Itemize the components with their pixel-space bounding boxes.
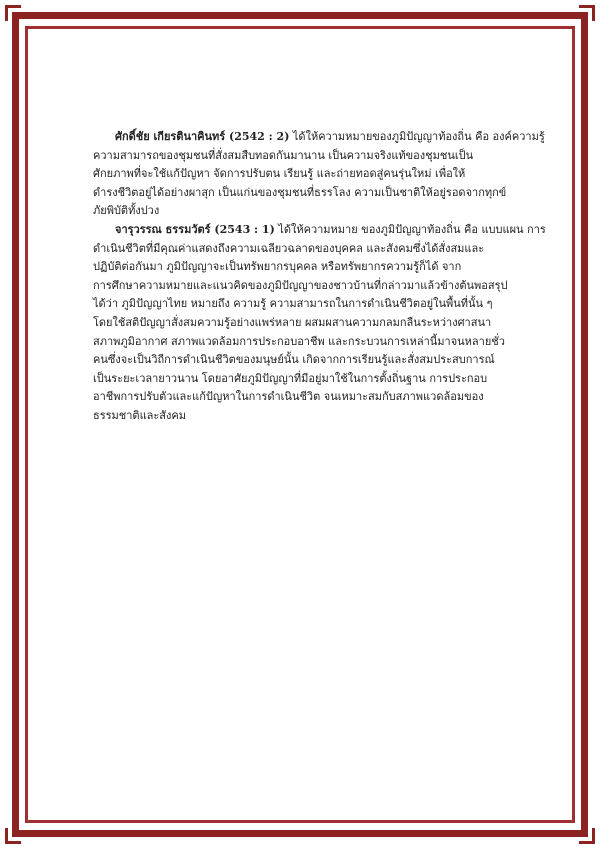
- paragraph-line: ดำเนินชีวิตที่มีคุณค่าแสดงถึงความเฉลียวฉลาดของบุคคล และสังคมซึ่งได้สั่งสมและ: [93, 241, 485, 255]
- paragraph-line: ภัยพิบัติทั้งปวง: [93, 204, 160, 218]
- page-border-left: [12, 12, 19, 837]
- paragraph-line: โดยใช้สติปัญญาสั่งสมความรู้อย่างแพร่หลาย ผสมผสานความกลมกลืนระหว่างศาสนา: [93, 315, 492, 329]
- paragraph-1: [93, 128, 545, 221]
- inner-border-bottom: [25, 820, 575, 823]
- author-citation: จารุวรรณ ธรรมวัตร์ (2543 : 1): [115, 222, 275, 236]
- paragraph-line: เป็นระยะเวลายาวนาน โดยอาศัยภูมิปัญญาที่มีอยู่มาใช้ในการตั้งถิ่นฐาน การประกอบ: [93, 371, 488, 385]
- paragraph-line: การศึกษาความหมายและแนวคิดของภูมิปัญญาของชาวบ้านที่กล่าวมาแล้วข้างต้นพอสรุป: [93, 278, 508, 292]
- paragraph-line: อาชีพการปรับตัวและแก้ปัญหาในการดำเนินชีวิต จนเหมาะสมกับสภาพแวดล้อมของ: [93, 390, 484, 404]
- inner-border-left: [25, 26, 28, 823]
- paragraph-line: ศักยภาพที่จะใช้แก้ปัญหา จัดการปรับตน เรียนรู้ และถ่ายทอดสู่คนรุ่นใหม่ เพื่อให้: [93, 167, 466, 181]
- page-border-right: [581, 12, 588, 837]
- paragraph-line: ปฏิบัติต่อกันมา ภูมิปัญญาจะเป็นทรัพยากรบุคคล หรือทรัพยากรความรู้ก็ได้ จาก: [93, 260, 462, 274]
- page-border-top: [12, 12, 588, 19]
- corner-ornament-top-left: [5, 5, 21, 21]
- inner-border-top: [25, 26, 575, 29]
- paragraph-line: สภาพภูมิอากาศ สภาพแวดล้อมการประกอบอาชีพ และกระบวนการเหล่านี้มาจนหลายชั่ว: [93, 334, 505, 348]
- document-body: [93, 128, 546, 426]
- paragraph-line: ดำรงชีวิตอยู่ได้อย่างผาสุก เป็นแก่นของชุมชนที่ธรรโลง ความเป็นชาติให้อยู่รอดจากทุกข์: [93, 185, 507, 199]
- corner-ornament-top-right: [579, 5, 595, 21]
- paragraph-2: [93, 221, 546, 426]
- inner-border-right: [572, 26, 575, 823]
- corner-ornament-bottom-left: [5, 828, 21, 844]
- page-border-bottom: [12, 830, 588, 837]
- author-citation: ศักดิ์ชัย เกียรตินาคินทร์ (2542 : 2): [115, 130, 290, 143]
- paragraph-line: ศักดิ์ชัย เกียรตินาคินทร์ (2542 : 2) ได้ให้ความหมายของภูมิปัญญาท้องถิ่น คือ องค์ความรู้: [115, 130, 545, 143]
- paragraph-line: จารุวรรณ ธรรมวัตร์ (2543 : 1) ได้ให้ความหมาย ของภูมิปัญญาท้องถิ่น คือ แบบแผน การ: [115, 222, 546, 236]
- corner-ornament-bottom-right: [579, 828, 595, 844]
- paragraph-line: คนซึ่งจะเป็นวิถีการดำเนินชีวิตของมนุษย์นั้น เกิดจากการเรียนรู้และสั่งสมประสบการณ์: [93, 353, 495, 367]
- paragraph-line: ความสามารถของชุมชนที่สั่งสมสืบทอดกันมานาน เป็นความจริงแท้ของชุมชนเป็น: [93, 148, 474, 162]
- paragraph-line: ได้ว่า ภูมิปัญญาไทย หมายถึง ความรู้ ความสามารถในการดำเนินชีวิตอยู่ในพื้นที่นั้น ๆ: [93, 297, 493, 311]
- paragraph-line: ธรรมชาติและสังคม: [93, 408, 187, 422]
